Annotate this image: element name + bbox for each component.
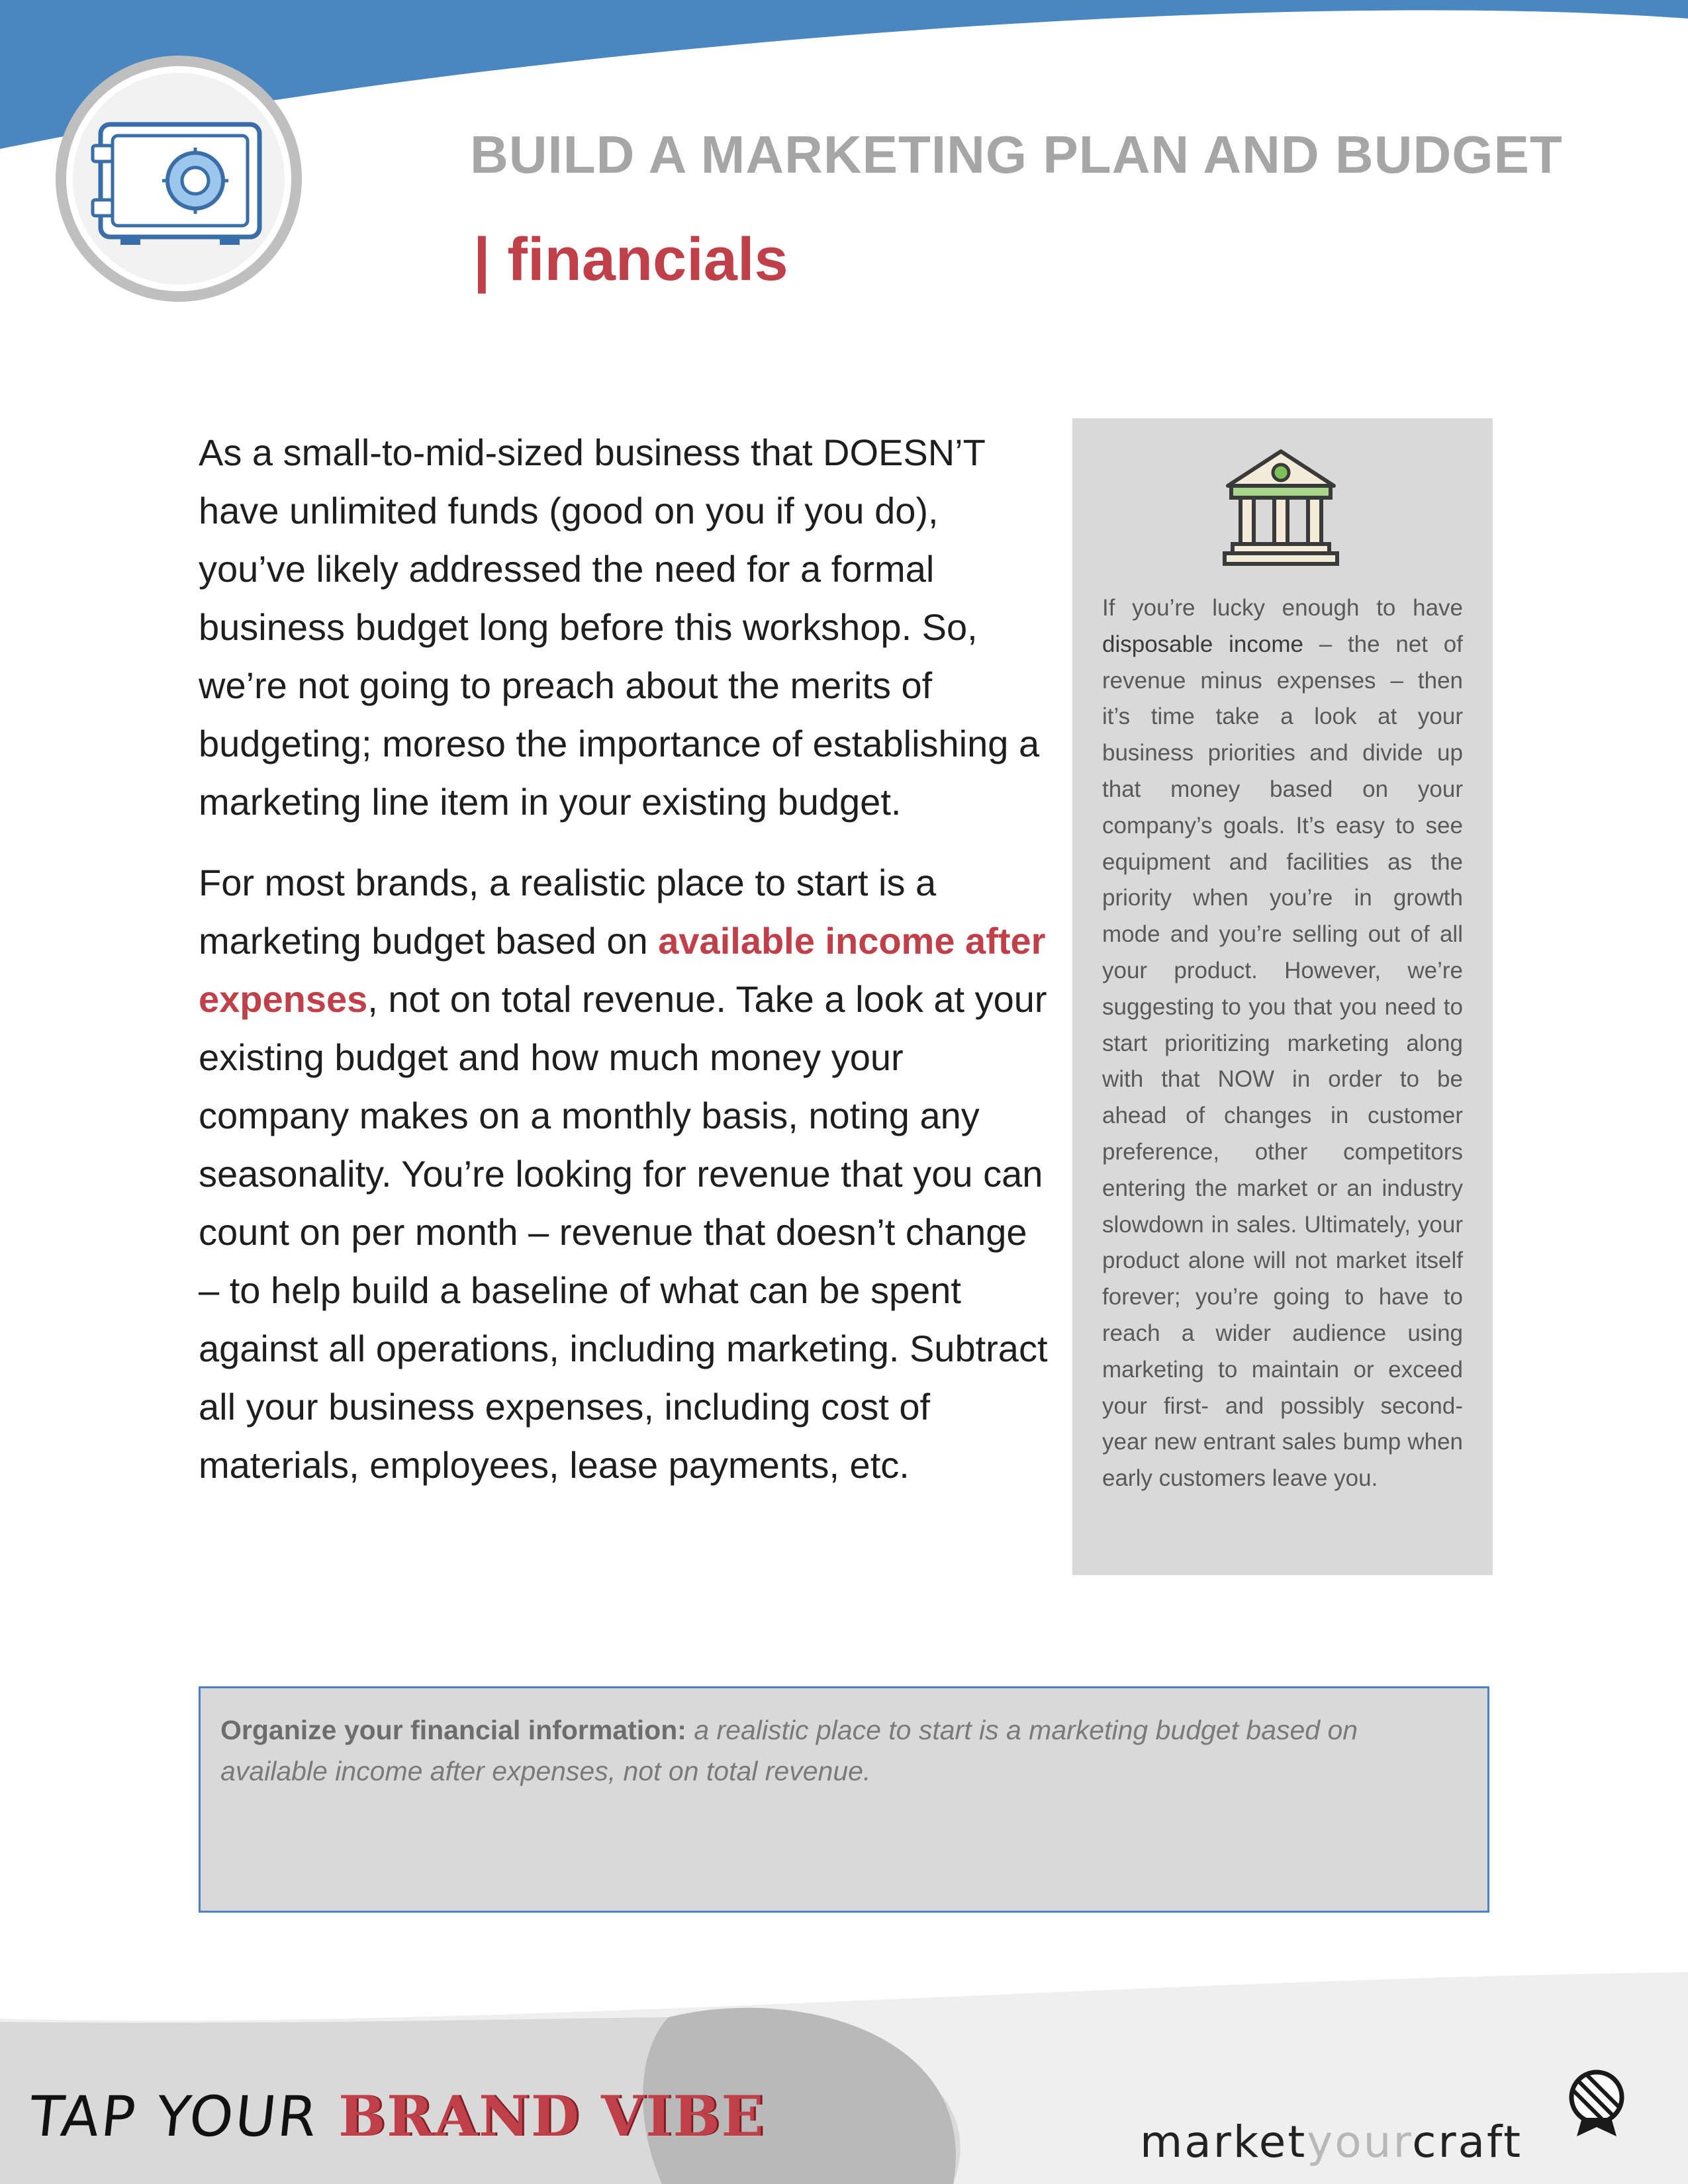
safe-vault-icon <box>46 46 311 311</box>
main-body <box>199 424 1053 1517</box>
organize-note-box <box>199 1686 1489 1913</box>
bank-building-icon <box>1218 445 1344 570</box>
brand-tagline <box>26 2083 765 2149</box>
sidebar-text <box>1102 590 1463 1497</box>
paragraph-text: For most brands, a realistic place to start is a marketing budget based on <box>199 862 937 962</box>
tagline-brand-vibe: BRAND VIBE <box>338 2083 765 2149</box>
logo-market: market <box>1140 2116 1307 2167</box>
sidebar-callout <box>1072 418 1493 1575</box>
organize-note-text <box>220 1709 1452 1792</box>
paragraph-text: , not on total revenue. Take a look at your existing budget and how much money your company makes on a monthly basis, noting any seasonality. You’re looking for revenue that you can count on per month – revenue that doesn’t change – to help build a baseline of what can be spent against all operations, including marketing. Subtract all your business expenses, including cost of materials, employees, lease payments, etc. <box>199 978 1048 1486</box>
company-logo-text <box>1140 2116 1523 2167</box>
sidebar-emphasis: disposable income <box>1102 631 1303 657</box>
highlight-text: available income after expenses <box>199 920 1046 1020</box>
logo-your: your <box>1307 2116 1413 2167</box>
tagline-tap: TAP YOUR <box>26 2084 322 2149</box>
logo-craft: craft <box>1412 2116 1523 2167</box>
body-paragraph-1: As a small-to-mid-sized business that DOESN’T have unlimited funds (good on you if you do), you’ve likely addressed the need for a formal business budget long before this workshop. So, we’re not going to preach about the merits of budgeting; moreso the importance of establishing a marketing line item in your existing budget. <box>199 432 1040 823</box>
body-paragraph-2 <box>199 854 1053 1494</box>
sidebar-text-part: – the net of revenue minus expenses – then it’s time take a look at your business priorities and divide up that money based on your company’s goals. It’s easy to see equipment and facilities as the priority when you’re in growth mode and you’re selling out of all your product. However, we’re suggesting to you that you need to start prioritizing marketing along with that NOW in order to be ahead of changes in customer preference, other competitors entering the market or an industry slowdown in sales. Ultimately, your product alone will not market itself forever; you’re going to have to reach a wider audience using marketing to maintain or exceed your first- and possibly second-year new entrant sales bump when early customers leave you. <box>1102 631 1463 1492</box>
page-subtitle: | financials <box>473 226 788 293</box>
organize-body: a realistic place to start is a marketing budget based on available income after expenses, not on total revenue. <box>220 1715 1358 1786</box>
globe-mark-icon <box>1564 2068 1630 2140</box>
page-title: BUILD A MARKETING PLAN AND BUDGET <box>470 125 1563 184</box>
organize-label: Organize your financial information: <box>220 1715 686 1745</box>
sidebar-text-part: If you’re lucky enough to have <box>1102 595 1463 621</box>
